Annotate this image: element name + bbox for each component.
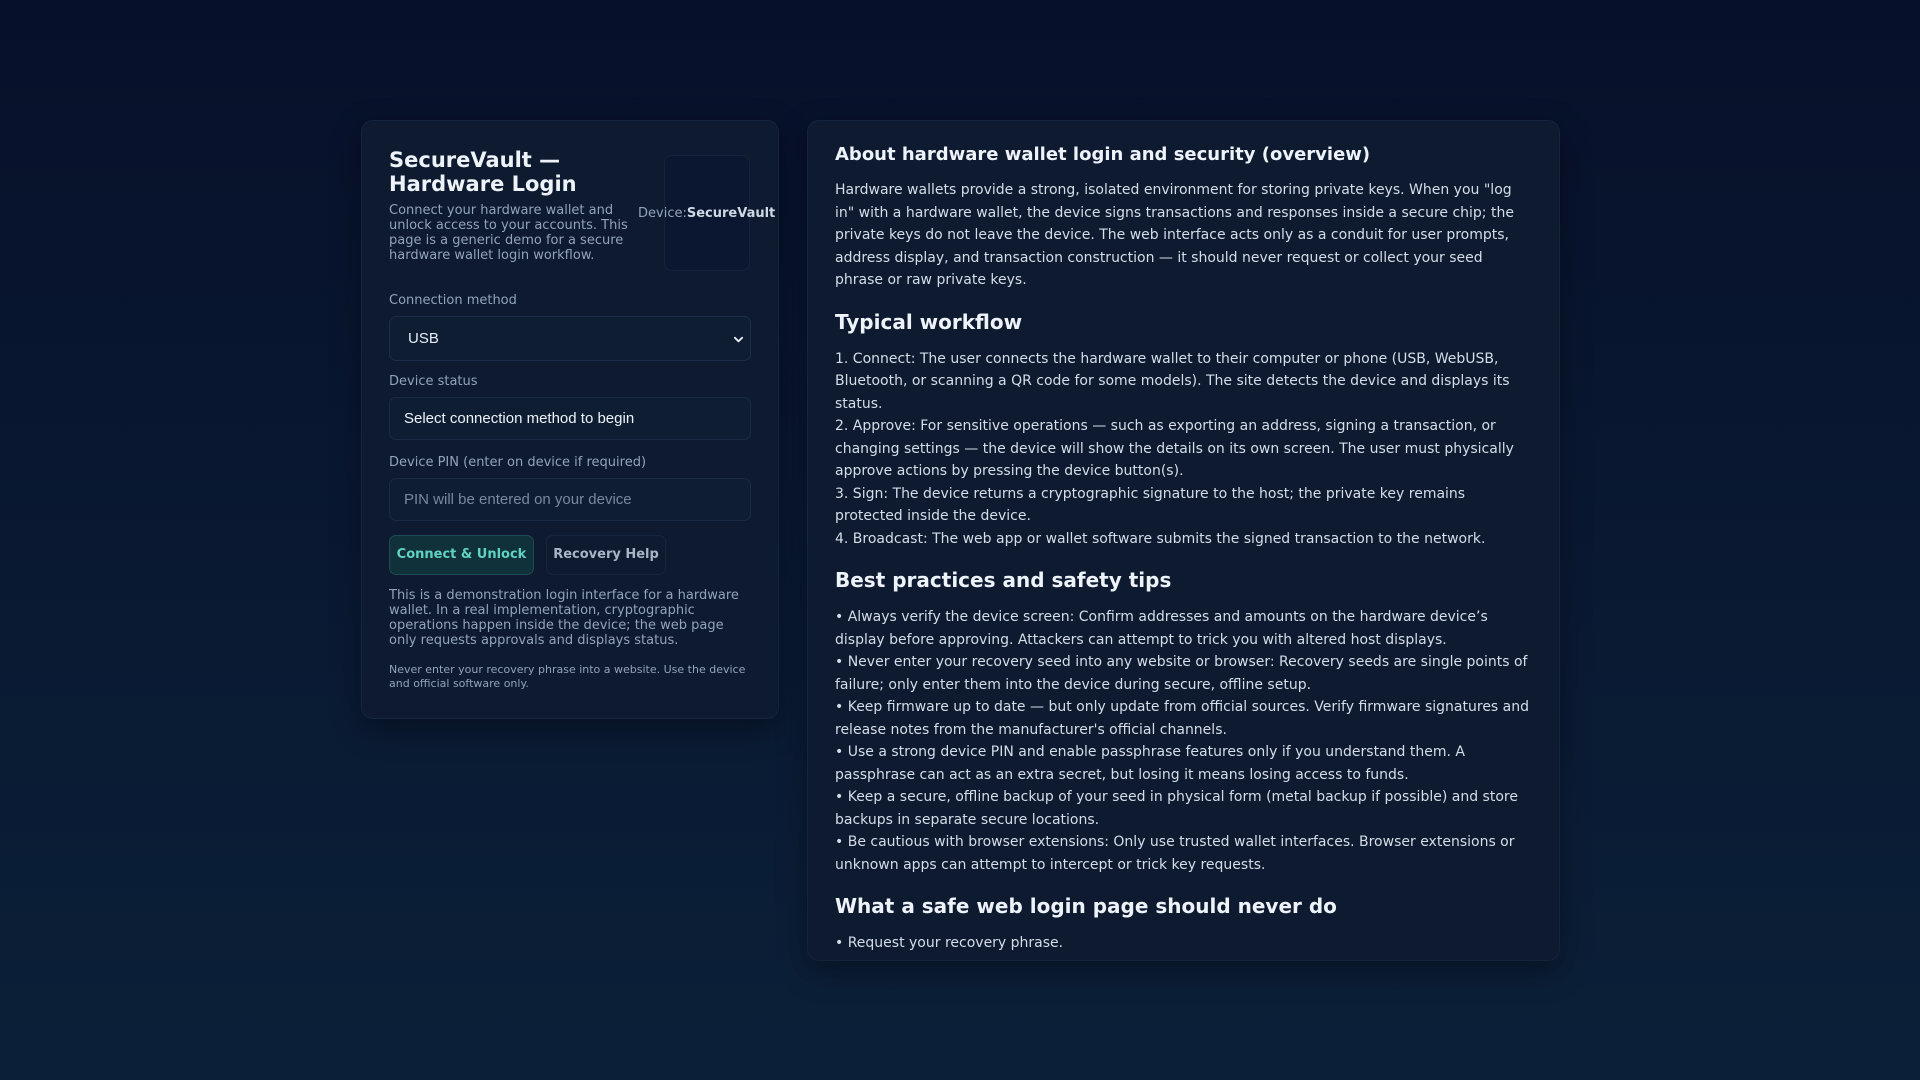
practice-item: • Always verify the device screen: Confirm addresses and amounts on the hardware device’s display before approving. Attackers can attempt to trick you with altered host displays. (835, 609, 1488, 648)
practice-item: • Never enter your recovery seed into any website or browser: Recovery seeds are single points of failure; only enter them into the device during secure, offline setup. (835, 654, 1528, 693)
info-heading: About hardware wallet login and security (overview) (835, 144, 1371, 165)
workflow-heading: Typical workflow (835, 309, 1023, 334)
device-pin-label: Device PIN (enter on device if required) (389, 455, 647, 470)
connect-unlock-button[interactable]: Connect & Unlock (389, 535, 534, 575)
device-name: SecureVault (686, 206, 776, 221)
connection-method-label: Connection method (389, 293, 517, 308)
login-title: SecureVault — Hardware Login (389, 148, 577, 196)
never-heading: What a safe web login page should never do (835, 894, 1337, 918)
practice-item: • Keep firmware up to date — but only update from official sources. Verify firmware signatures and release notes from the manufacturer's official channels. (835, 699, 1530, 738)
chevron-down-icon (733, 334, 744, 345)
device-status-label: Device status (389, 374, 478, 389)
workflow-list (835, 348, 1535, 551)
info-intro: Hardware wallets provide a strong, isolated environment for storing private keys. When you "log in" with a hardware wallet, the device signs transactions and responses inside a secure chip; the private keys do not leave the device. The web interface acts only as a conduit for user prompts, address display, and transaction construction — it should never request or collect your seed phrase or raw private keys. (835, 182, 1514, 288)
practices-heading: Best practices and safety tips (835, 568, 1172, 592)
workflow-step: 1. Connect: The user connects the hardware wallet to their computer or phone (USB, WebUSB, Bluetooth, or scanning a QR code for some models). The site detects the device and displays its status. (835, 350, 1510, 412)
device-pin-input[interactable] (389, 478, 751, 521)
recovery-warning-note: Never enter your recovery phrase into a website. Use the device and official software only. (389, 663, 746, 690)
practice-item: • Keep a secure, offline backup of your seed in physical form (metal backup if possible) and store backups in separate secure locations. (835, 789, 1518, 828)
login-card (361, 120, 779, 719)
never-item: • Request your recovery phrase. (835, 935, 1064, 951)
login-subtitle: Connect your hardware wallet and unlock access to your accounts. This page is a generic demo for a secure hardware wallet login workflow. (389, 203, 628, 263)
workflow-step: 3. Sign: The device returns a cryptographic signature to the host; the private key remains protected inside the device. (835, 485, 1466, 524)
practice-item: • Be cautious with browser extensions: Only use trusted wallet interfaces. Browser extensions or unknown apps can attempt to intercept or trick key requests. (835, 834, 1515, 873)
demo-note: This is a demonstration login interface for a hardware wallet. In a real implementation, cryptographic operations happen inside the device; the web page only requests approvals and displays status. (389, 588, 739, 648)
info-panel (807, 120, 1560, 961)
info-content (835, 143, 1535, 955)
device-status-box (389, 397, 751, 440)
practices-list (835, 606, 1535, 876)
practice-item: • Use a strong device PIN and enable passphrase features only if you understand them. A passphrase can act as an extra secret, but losing it means losing access to funds. (835, 744, 1465, 783)
device-prefix: Device: (638, 206, 687, 221)
device-label (638, 206, 775, 221)
recovery-help-button[interactable]: Recovery Help (546, 535, 666, 575)
connection-method-value: USB (408, 330, 439, 347)
workflow-step: 4. Broadcast: The web app or wallet software submits the signed transaction to the network. (835, 530, 1486, 547)
connection-method-select[interactable] (389, 316, 751, 361)
device-status-value: Select connection method to begin (404, 410, 635, 427)
workflow-step: 2. Approve: For sensitive operations — such as exporting an address, signing a transaction, or changing settings — the device will show the details on its own screen. The user must physically approve actions by pressing the device button(s). (835, 418, 1514, 479)
never-list (835, 932, 1535, 955)
